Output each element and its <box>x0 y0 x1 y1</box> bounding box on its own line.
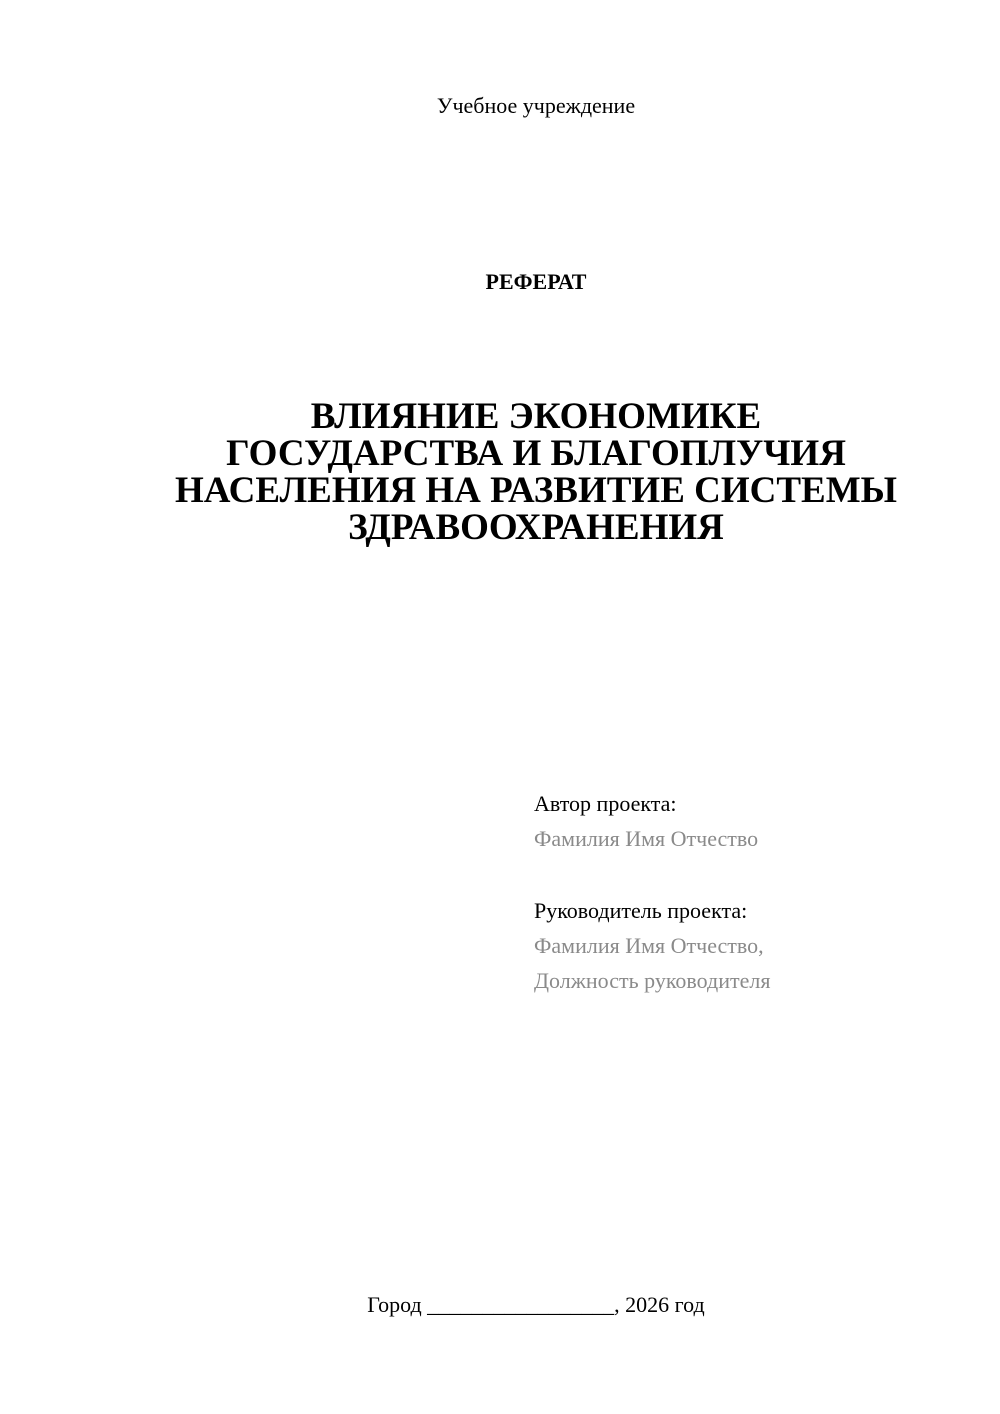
topic-line: НАСЕЛЕНИЯ НА РАЗВИТИЕ СИСТЕМЫ <box>175 470 897 511</box>
author-label: Автор проекта: <box>534 791 677 816</box>
document-type: РЕФЕРАТ <box>485 269 587 294</box>
supervisor-name: Фамилия Имя Отчество, <box>534 933 764 958</box>
topic-line: ВЛИЯНИЕ ЭКОНОМИКЕ <box>310 396 762 437</box>
document-topic <box>120 398 952 546</box>
city-year-line: Город _________________, 2026 год <box>367 1292 705 1317</box>
institution-name: Учебное учреждение <box>436 93 636 118</box>
topic-line: ЗДРАВООХРАНЕНИЯ <box>348 507 724 548</box>
topic-line: ГОСУДАРСТВА И БЛАГОПЛУЧИЯ <box>226 433 846 474</box>
supervisor-label: Руководитель проекта: <box>534 898 748 923</box>
supervisor-block <box>534 893 954 998</box>
supervisor-position: Должность руководителя <box>534 968 771 993</box>
author-name: Фамилия Имя Отчество <box>534 826 759 851</box>
author-block <box>534 786 954 856</box>
